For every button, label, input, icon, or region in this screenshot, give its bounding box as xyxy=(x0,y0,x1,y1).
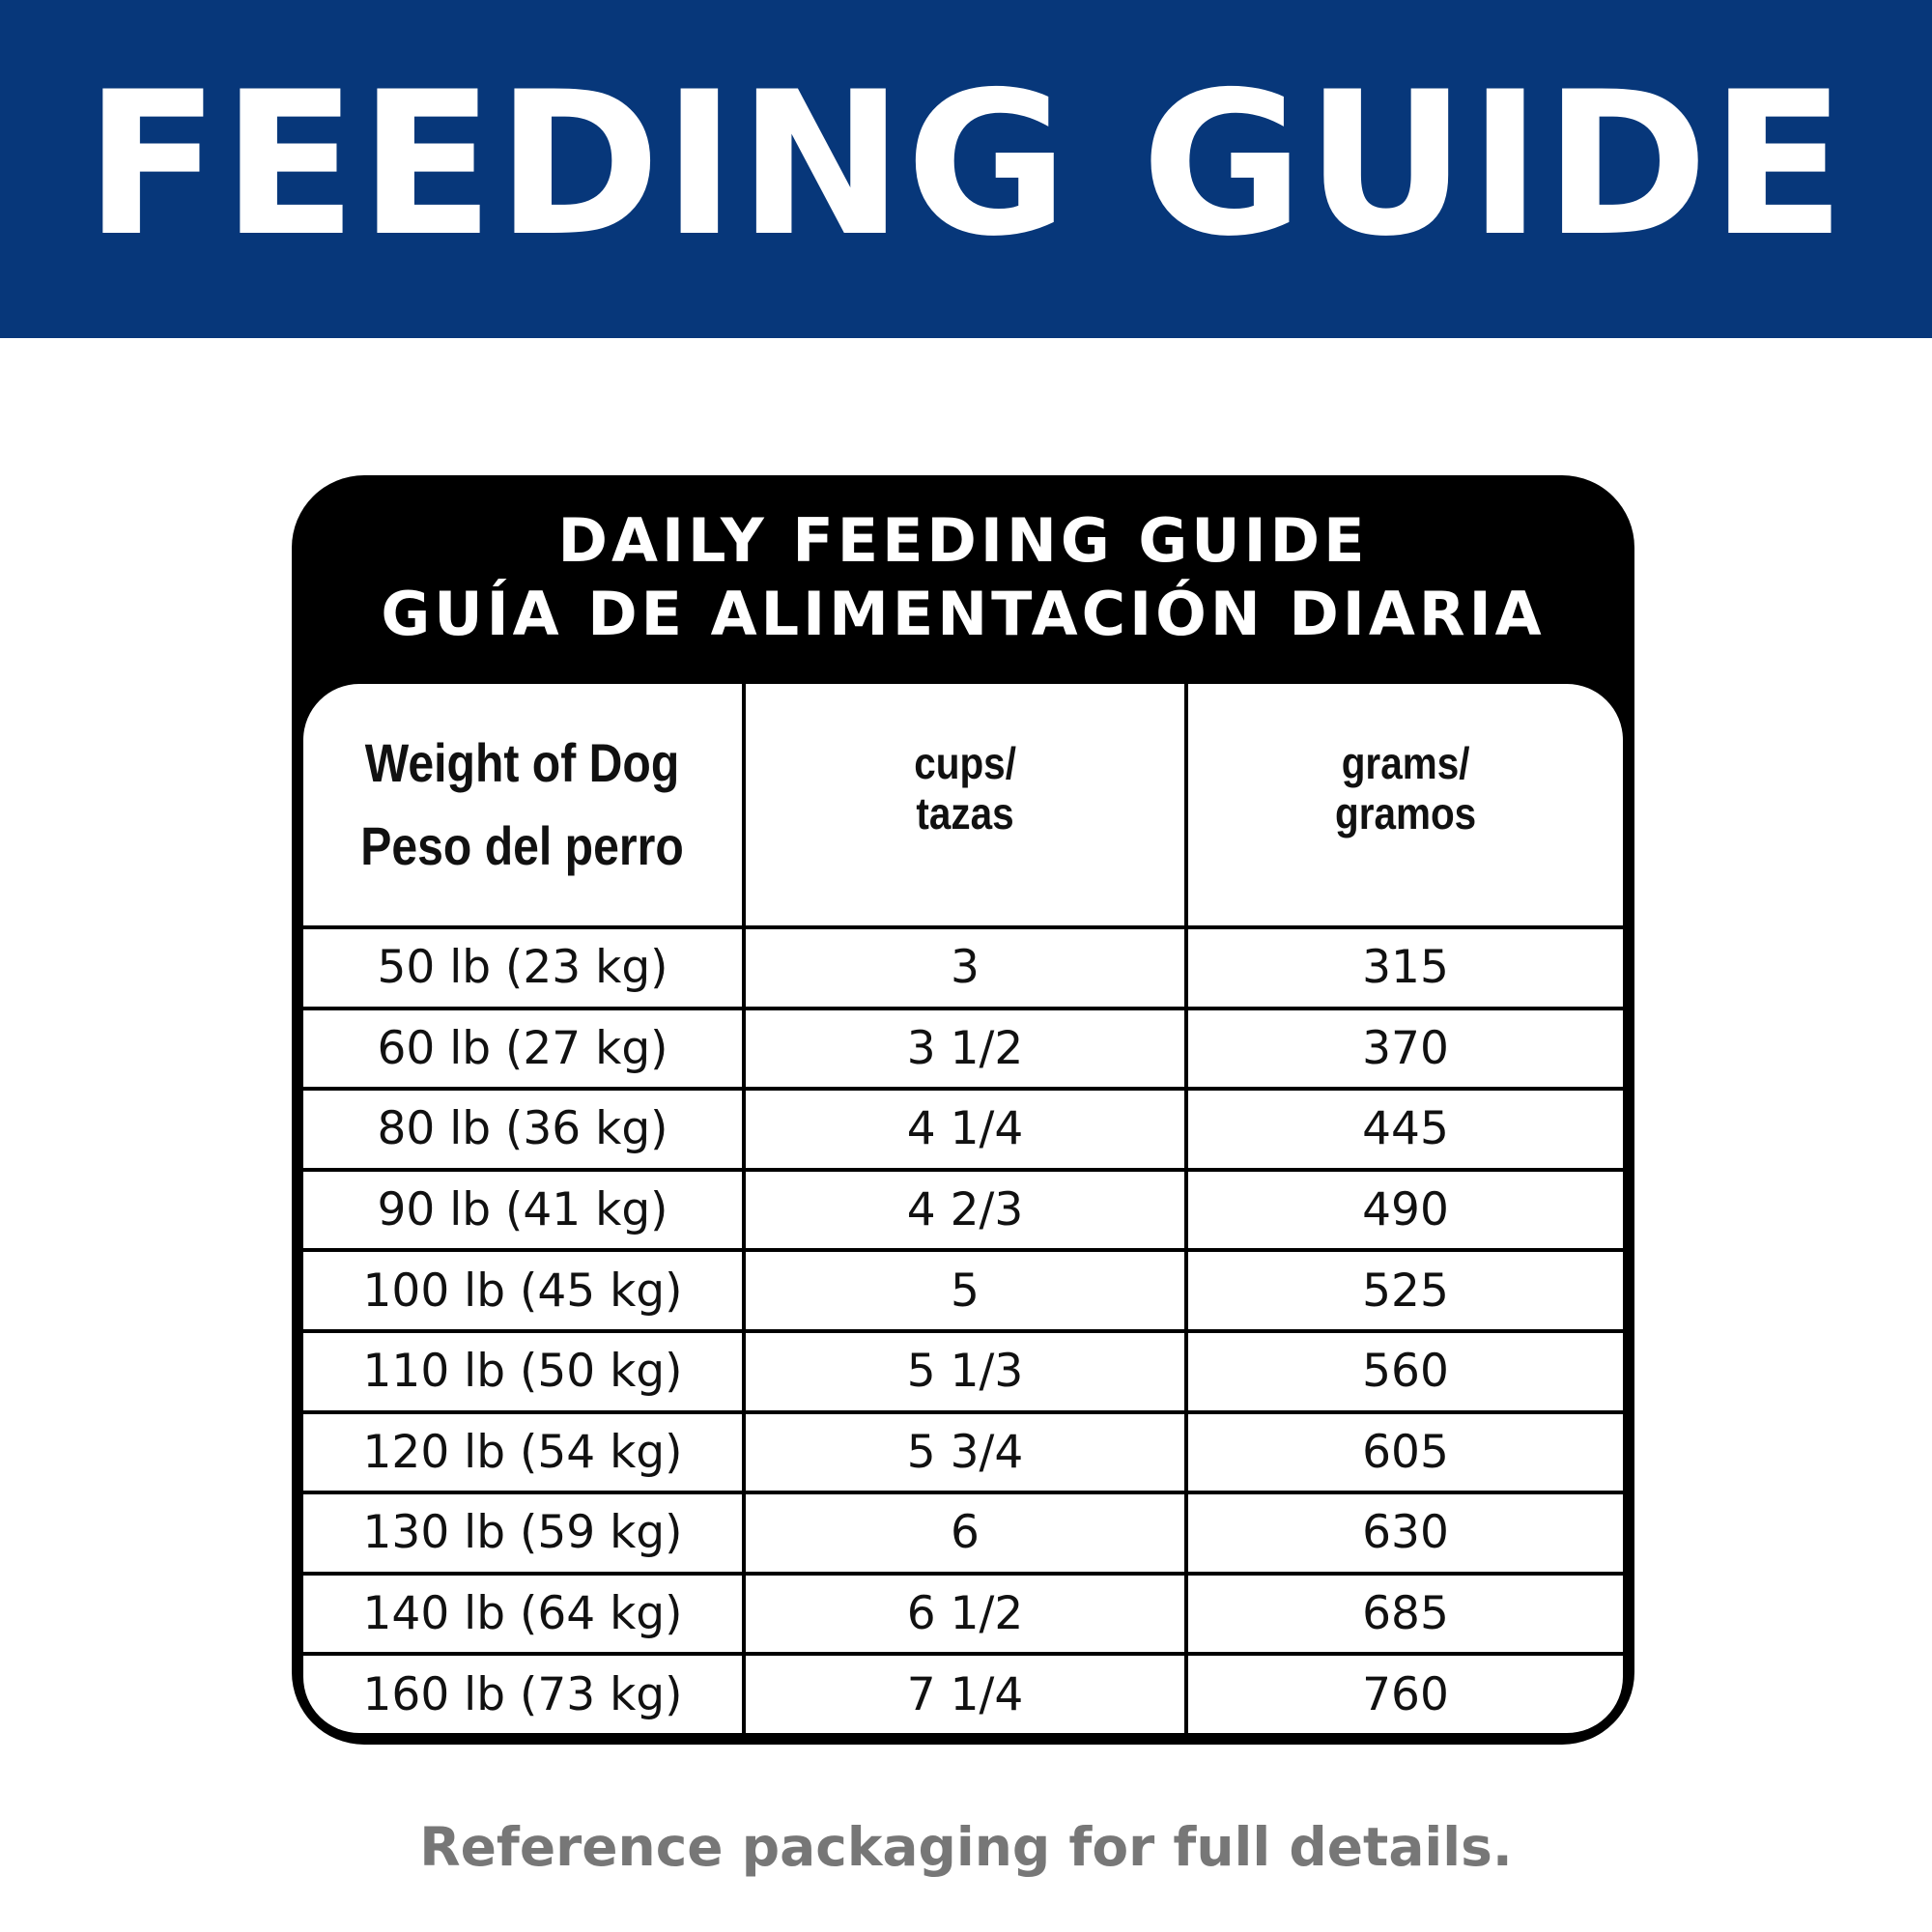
header-cups-english: cups/ xyxy=(914,738,1016,788)
weight-cell: 130 lb (59 kg) xyxy=(303,1492,744,1574)
table-row xyxy=(303,1654,1623,1733)
table-row xyxy=(303,1574,1623,1655)
grams-cell: 490 xyxy=(1186,1170,1623,1251)
table-row xyxy=(303,1170,1623,1251)
cups-cell: 5 xyxy=(744,1250,1186,1331)
cups-cell: 4 1/4 xyxy=(744,1089,1186,1170)
table-row xyxy=(303,1009,1623,1090)
grams-cell: 605 xyxy=(1186,1412,1623,1493)
weight-cell: 50 lb (23 kg) xyxy=(303,927,744,1009)
weight-cell: 80 lb (36 kg) xyxy=(303,1089,744,1170)
weight-cell: 140 lb (64 kg) xyxy=(303,1574,744,1655)
weight-cell: 60 lb (27 kg) xyxy=(303,1009,744,1090)
table-row xyxy=(303,1492,1623,1574)
header-weight-english: Weight of Dog xyxy=(365,732,680,793)
grams-cell: 525 xyxy=(1186,1250,1623,1331)
weight-cell: 120 lb (54 kg) xyxy=(303,1412,744,1493)
cups-cell: 5 3/4 xyxy=(744,1412,1186,1493)
cups-cell: 3 xyxy=(744,927,1186,1009)
header-cups-spanish: tazas xyxy=(916,788,1014,838)
cups-cell: 4 2/3 xyxy=(744,1170,1186,1251)
cups-cell: 5 1/3 xyxy=(744,1331,1186,1412)
header-cups xyxy=(744,684,1186,927)
cups-cell: 7 1/4 xyxy=(744,1654,1186,1733)
weight-cell: 90 lb (41 kg) xyxy=(303,1170,744,1251)
cups-cell: 6 xyxy=(744,1492,1186,1574)
grams-cell: 315 xyxy=(1186,927,1623,1009)
table-row xyxy=(303,1089,1623,1170)
footer-note: Reference packaging for full details. xyxy=(419,1816,1513,1878)
table-row xyxy=(303,1412,1623,1493)
cups-cell: 3 1/2 xyxy=(744,1009,1186,1090)
header-weight-spanish: Peso del perro xyxy=(360,815,685,876)
table-row xyxy=(303,1250,1623,1331)
weight-cell: 100 lb (45 kg) xyxy=(303,1250,744,1331)
grams-cell: 685 xyxy=(1186,1574,1623,1655)
cups-cell: 6 1/2 xyxy=(744,1574,1186,1655)
grams-cell: 630 xyxy=(1186,1492,1623,1574)
header-grams-english: grams/ xyxy=(1341,738,1470,788)
weight-cell: 160 lb (73 kg) xyxy=(303,1654,744,1733)
page-title: FEEDING GUIDE xyxy=(84,49,1848,280)
feeding-table xyxy=(303,684,1623,1733)
header-banner xyxy=(0,0,1932,338)
table-header-row xyxy=(303,684,1623,927)
table-row xyxy=(303,927,1623,1009)
grams-cell: 370 xyxy=(1186,1009,1623,1090)
header-grams xyxy=(1186,684,1623,927)
header-grams-spanish: gramos xyxy=(1334,788,1477,838)
feeding-table-container xyxy=(303,684,1623,1733)
grams-cell: 560 xyxy=(1186,1331,1623,1412)
header-weight xyxy=(303,684,744,927)
card-title xyxy=(292,504,1634,651)
card-title-english: DAILY FEEDING GUIDE xyxy=(557,505,1369,576)
grams-cell: 760 xyxy=(1186,1654,1623,1733)
weight-cell: 110 lb (50 kg) xyxy=(303,1331,744,1412)
grams-cell: 445 xyxy=(1186,1089,1623,1170)
feeding-guide-card xyxy=(292,475,1634,1745)
card-title-spanish: GUÍA DE ALIMENTACIÓN DIARIA xyxy=(381,579,1546,649)
table-row xyxy=(303,1331,1623,1412)
